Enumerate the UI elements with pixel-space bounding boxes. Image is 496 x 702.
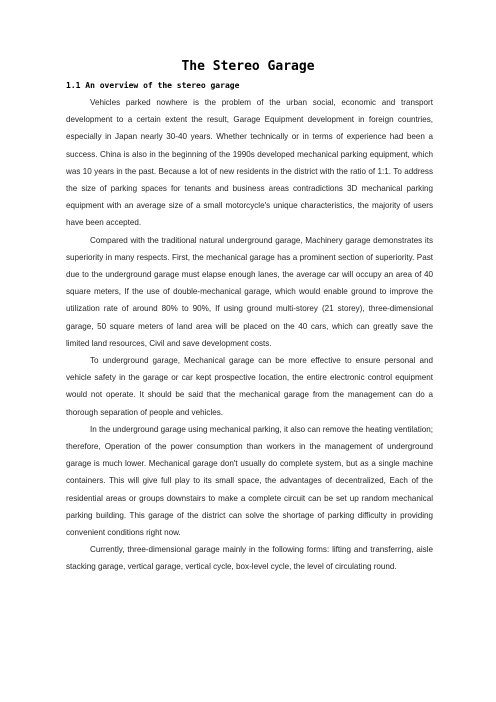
document-title: The Stereo Garage: [181, 59, 315, 74]
paragraph: In the underground garage using mechanical parking, it also can remove the heating ventilation; therefore, Operation of the power consumption than workers in the management of underground garage is much lower. Mechanical garage don't usually do complete system, but as a single machine containers. This will give full play to its small space, the advantages of decentralized, Each of the residential areas or groups downstairs to make a complete circuit can be set up random mechanical parking building. This garage of the district can solve the shortage of parking difficulty in providing convenient conditions right now.: [66, 424, 433, 538]
paragraph: Vehicles parked nowhere is the problem of the urban social, economic and transport development to a certain extent the result, Garage Equipment development in foreign countries, especially in Japan nearly 30-40 years. Whether technically or in terms of experience had been a success. China is also in the beginning of the 1990s developed mechanical parking equipment, which was 10 years in the past. Because a lot of new residents in the district with the ratio of 1:1. To address the size of parking spaces for tenants and business areas contradictions 3D mechanical parking equipment with an average size of a small motorcycle's unique characteristics, the majority of users have been accepted.: [66, 98, 433, 228]
paragraph: To underground garage, Mechanical garage can be more effective to ensure personal and vehicle safety in the garage or car kept prospective location, the entire electronic control equipment would not operate. It should be said that the mechanical garage from the management can do a thorough separation of people and vehicles.: [66, 356, 433, 417]
paragraph: Compared with the traditional natural underground garage, Machinery garage demonstrates its superiority in many respects. First, the mechanical garage has a prominent section of superiority. Past due to the underground garage must elapse enough lanes, the average car will occupy an area of 40 square meters, If the use of double-mechanical garage, which would enable ground to improve the utilization rate of around 80% to 90%, If using ground multi-storey (21 storey), three-dimensional garage, 50 square meters of land area will be placed on the 40 cars, which can greatly save the limited land resources, Civil and save development costs.: [66, 235, 433, 348]
body-text: [66, 94, 433, 576]
paragraph: Currently, three-dimensional garage mainly in the following forms: lifting and transferring, aisle stacking garage, vertical garage, vertical cycle, box-level cycle, the level of circulating round.: [66, 545, 433, 572]
section-heading: 1.1 An overview of the stereo garage: [66, 81, 240, 90]
